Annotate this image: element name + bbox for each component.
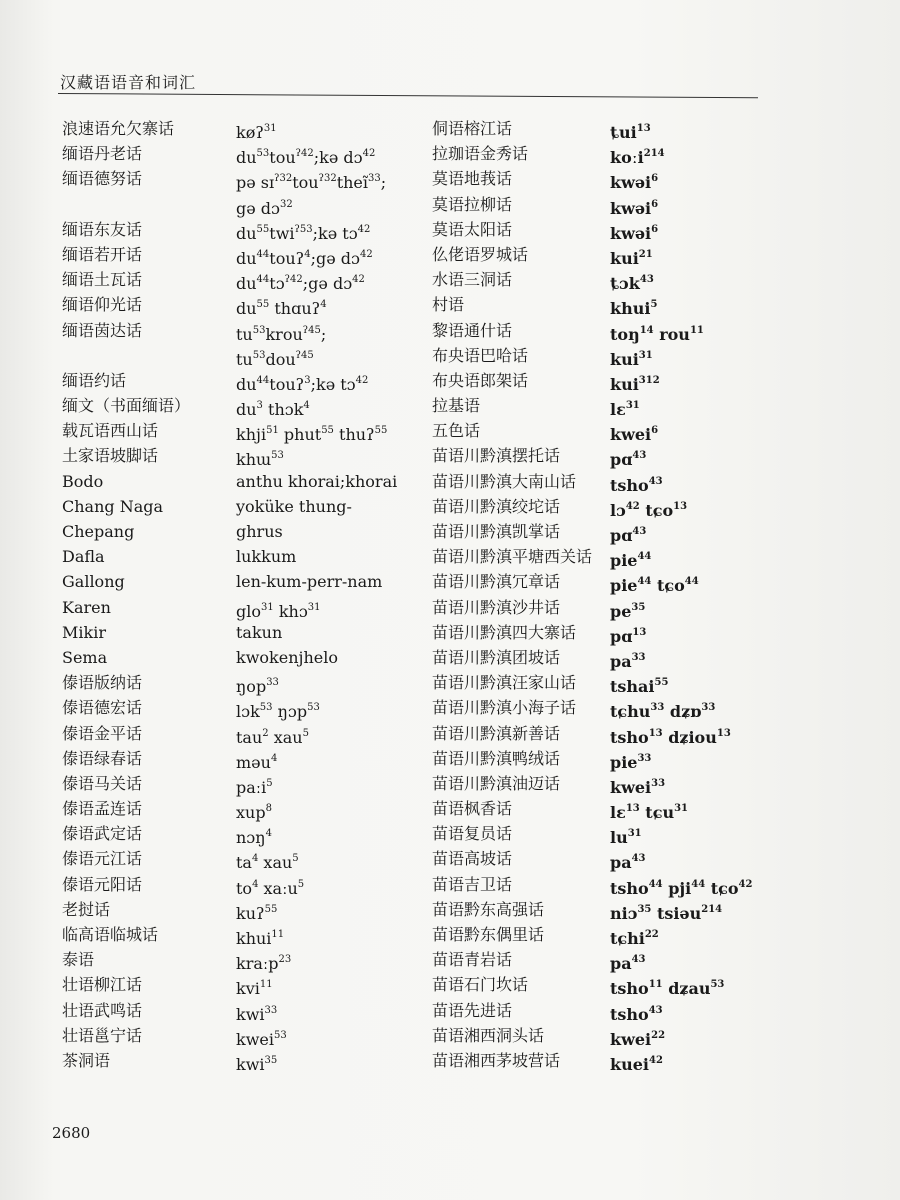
language-name: 苗语高坡话: [432, 849, 513, 869]
phonetic-form: khui$^{11}$: [236, 929, 285, 948]
language-name: 苗语川黔滇大南山话: [432, 471, 577, 491]
phonetic-form: lukkum: [236, 547, 297, 567]
entry-row: [432, 595, 832, 620]
phonetic-form: khɯ$^{53}$: [236, 450, 284, 470]
phonetic-form: kwi$^{33}$: [236, 1004, 278, 1024]
language-name: 苗语川黔滇新善话: [432, 723, 561, 743]
language-name: 苗语川黔滇冗章话: [432, 572, 561, 592]
entry-row: [432, 569, 832, 594]
language-name: 缅语东友话: [62, 219, 143, 239]
phonetic-form: køʔ$^{31}$: [236, 123, 277, 142]
language-name: 苗语川黔滇团坡话: [432, 647, 561, 667]
phonetic-form: paːi$^5$: [236, 777, 273, 797]
phonetic-form: $du^{55}twi^{ʔ53};kə$ tɔ$^{42}$: [236, 223, 371, 243]
phonetic-form: yoküke thung-: [236, 496, 352, 516]
language-name: 拉基语: [432, 396, 481, 416]
phonetic-form: kwei$^{53}$: [236, 1029, 287, 1049]
language-name: 苗语石门坎话: [432, 975, 529, 995]
language-name: 傣语元江话: [62, 849, 143, 869]
language-name: 缅语茵达话: [62, 320, 143, 340]
phonetic-form: $pa^{43}$: [610, 853, 646, 873]
phonetic-form: $du^{55}$ thɑuʔ$^4$: [236, 299, 327, 319]
language-name: Sema: [62, 647, 108, 667]
language-name: 侗语榕江话: [432, 119, 513, 138]
entry-row: [62, 368, 422, 393]
phonetic-form: kwokenjhelo: [236, 647, 338, 667]
language-name: Karen: [62, 597, 111, 617]
phonetic-form: $du^{44}touʔ^4;gə$ dɔ$^{42}$: [236, 248, 373, 268]
entry-row: [432, 544, 832, 569]
phonetic-form: tsho$^{44}$ pji$^{44}$ tɕo$^{42}$: [610, 878, 753, 898]
language-name: 苗语先进话: [432, 1000, 513, 1020]
entry-row: [62, 746, 422, 771]
phonetic-form: tɕhi$^{22}$: [610, 929, 659, 948]
phonetic-form: $pa^{43}$: [610, 954, 646, 974]
language-name: 苗语川黔滇小海子话: [432, 698, 577, 718]
language-name: 壮语柳江话: [62, 975, 143, 995]
language-name: 苗语川黔滇绞坨话: [432, 496, 561, 516]
language-name: 苗语湘西茅坡营话: [432, 1050, 561, 1070]
entry-row: [62, 922, 422, 947]
entry-row: [62, 897, 422, 922]
language-name: 苗语川黔滇四大寨话: [432, 622, 577, 642]
entry-row: [432, 1023, 832, 1048]
phonetic-form: lɔ$^{42}$ tɕo$^{13}$: [610, 500, 688, 520]
entry-row: [432, 418, 832, 443]
phonetic-form: kui$^{312}$: [610, 374, 660, 394]
language-name: 傣语德宏话: [62, 698, 143, 718]
phonetic-form: $pe^{35}$: [610, 601, 646, 621]
language-name: 傣语武定话: [62, 824, 143, 844]
language-name: Dafla: [62, 547, 105, 567]
phonetic-form: kwei$^{33}$: [610, 777, 666, 797]
language-name: 苗语青岩话: [432, 950, 513, 970]
entry-row: [432, 192, 832, 217]
entry-row: [432, 494, 832, 519]
entry-row: [62, 166, 422, 191]
language-name: 傣语孟连话: [62, 799, 143, 819]
entry-row: [432, 821, 832, 846]
phonetic-form: $du^{44}tɔ^{ʔ42};gə$ dɔ$^{42}$: [236, 274, 365, 294]
entry-row: [432, 947, 832, 972]
entry-row: [432, 670, 832, 695]
entry-row: [62, 116, 422, 141]
language-name: 壮语武鸣话: [62, 1000, 143, 1020]
language-name: Chepang: [62, 522, 135, 541]
entry-row: [432, 695, 832, 720]
entry-row: [62, 771, 422, 796]
entry-row: [62, 418, 422, 443]
phonetic-form: koːi$^{214}$: [610, 148, 665, 168]
phonetic-form: kwi$^{35}$: [236, 1054, 278, 1074]
phonetic-form: kui$^{31}$: [610, 349, 653, 369]
language-name: 苗语川黔滇汪家山话: [432, 673, 577, 693]
language-name: 布央语巴哈话: [432, 345, 529, 365]
phonetic-form: tsho$^{13}$ dʑiou$^{13}$: [610, 727, 731, 747]
language-name: 莫语拉柳话: [432, 194, 513, 214]
entry-row: [62, 595, 422, 620]
language-name: 壮语邕宁话: [62, 1025, 143, 1045]
phonetic-form: tɕhu$^{33}$ dʑɒ$^{33}$: [610, 702, 716, 722]
entry-row: [62, 998, 422, 1023]
language-name: 苗语川黔滇摆托话: [432, 446, 561, 466]
language-name: 载瓦语西山话: [62, 421, 159, 441]
language-name: 苗语川黔滇油迈话: [432, 773, 561, 793]
entry-row: [62, 872, 422, 897]
entry-row: [432, 972, 832, 997]
phonetic-form: $to^4$ xaːu$^5$: [236, 878, 305, 898]
phonetic-form: ȶɔk$^{43}$: [610, 274, 654, 294]
phonetic-form: gə dɔ$^{32}$: [236, 198, 293, 218]
language-name: Mikir: [62, 622, 106, 642]
entry-row: [62, 242, 422, 267]
entry-row: [432, 318, 832, 343]
entry-row: [432, 846, 832, 871]
language-name: 苗语枫香话: [432, 799, 513, 819]
entry-row: [62, 972, 422, 997]
language-name: 缅文（书面缅语）: [62, 396, 191, 416]
language-name: 苗语湘西洞头话: [432, 1025, 545, 1045]
phonetic-form: $lu^{31}$: [610, 828, 642, 848]
phonetic-form: kvi$^{11}$: [236, 979, 273, 999]
language-name: 苗语复员话: [432, 824, 513, 844]
language-name: 苗语川黔滇凯掌话: [432, 522, 561, 541]
entry-row: [432, 922, 832, 947]
language-name: 土家语坡脚话: [62, 446, 159, 466]
entry-row: [62, 821, 422, 846]
phonetic-form: kwəi$^6$: [610, 223, 659, 243]
page-number: 2680: [52, 1124, 91, 1142]
phonetic-form: lɛ$^{13}$ tɕu$^{31}$: [610, 803, 688, 823]
language-name: Chang Naga: [62, 496, 164, 516]
language-name: 缅语丹老话: [62, 144, 143, 164]
phonetic-form: pɑ$^{43}$: [610, 526, 647, 545]
phonetic-form: ȶui$^{13}$: [610, 123, 651, 142]
language-name: 老挝话: [62, 899, 111, 919]
language-name: 水语三洞话: [432, 270, 513, 290]
phonetic-form: kuei$^{42}$: [610, 1054, 663, 1074]
entry-row: [432, 443, 832, 468]
entry-row: [62, 192, 422, 217]
phonetic-form: kuʔ$^{55}$: [236, 903, 278, 923]
language-name: 缅语土瓦话: [62, 270, 143, 290]
phonetic-form: pə sɪ$^{ʔ32}$tou$^{ʔ32}$theĩ$^{33}$;: [236, 173, 387, 193]
entry-row: [62, 292, 422, 317]
language-name: 苗语川黔滇平塘西关话: [432, 547, 593, 567]
language-name: 缅语仰光话: [62, 295, 143, 315]
entry-row: [62, 846, 422, 871]
phonetic-form: pie$^{44}$ tɕo$^{44}$: [610, 576, 699, 596]
entry-row: [432, 620, 832, 645]
phonetic-form: kwei$^6$: [610, 425, 659, 445]
language-name: 茶洞语: [62, 1050, 111, 1070]
language-name: 缅语约话: [62, 370, 127, 390]
phonetic-form: lɛ$^{31}$: [610, 400, 640, 420]
language-name: 仫佬语罗城话: [432, 244, 529, 264]
phonetic-form: kwei$^{22}$: [610, 1029, 666, 1049]
entry-row: [432, 267, 832, 292]
phonetic-form: len-kum-perr-nam: [236, 572, 383, 592]
entry-row: [62, 217, 422, 242]
language-name: 莫语太阳话: [432, 219, 513, 239]
entry-row: [62, 141, 422, 166]
entry-row: [432, 368, 832, 393]
phonetic-form: kwəi$^6$: [610, 198, 659, 218]
entry-row: [62, 519, 422, 544]
phonetic-form: $pa^{33}$: [610, 651, 646, 671]
language-name: 泰语: [62, 950, 95, 970]
phonetic-form: $du^3$ thɔk$^4$: [236, 400, 310, 420]
phonetic-form: tshai$^{55}$: [610, 677, 669, 697]
entry-row: [432, 998, 832, 1023]
entry-row: [62, 267, 422, 292]
phonetic-form: anthu khorai;khorai: [236, 471, 398, 491]
entry-row: [62, 670, 422, 695]
right-column: [432, 116, 832, 1073]
phonetic-form: ghrus: [236, 522, 283, 541]
phonetic-form: takun: [236, 622, 283, 642]
language-name: 临高语临城话: [62, 925, 159, 944]
phonetic-form: pie$^{33}$: [610, 752, 652, 772]
entry-row: [62, 443, 422, 468]
entry-row: [432, 645, 832, 670]
phonetic-form: khji$^{51}$ phut$^{55}$ thuʔ$^{55}$: [236, 425, 388, 445]
phonetic-form: khui$^5$: [610, 299, 658, 319]
entry-row: [62, 645, 422, 670]
entry-row: [432, 796, 832, 821]
running-header: 汉藏语语音和词汇: [60, 73, 197, 92]
header-rule: [58, 93, 758, 98]
language-name: 莫语地莪话: [432, 169, 513, 189]
language-name: 拉珈语金秀话: [432, 144, 529, 164]
phonetic-form: nɔŋ$^4$: [236, 828, 272, 848]
phonetic-form: pie$^{44}$: [610, 551, 652, 571]
entry-row: [432, 116, 832, 141]
language-name: 傣语金平话: [62, 723, 143, 743]
entry-row: [62, 620, 422, 645]
phonetic-form: tsho$^{11}$ dʑau$^{53}$: [610, 979, 725, 999]
entry-row: [432, 872, 832, 897]
entry-row: [432, 292, 832, 317]
phonetic-form: tsho$^{43}$: [610, 475, 663, 495]
language-name: 五色话: [432, 421, 481, 441]
phonetic-form: pɑ$^{43}$: [610, 450, 647, 470]
phonetic-form: ŋop$^{33}$: [236, 677, 279, 697]
language-name: 傣语元阳话: [62, 874, 143, 894]
entry-row: [432, 897, 832, 922]
phonetic-form: pɑ$^{13}$: [610, 626, 647, 646]
language-name: 布央语郎架话: [432, 370, 529, 390]
language-name: 村语: [432, 295, 465, 315]
entry-row: [432, 343, 832, 368]
phonetic-form: glo$^{31}$ khɔ$^{31}$: [236, 601, 321, 621]
entry-row: [62, 796, 422, 821]
language-name: 傣语版纳话: [62, 673, 143, 693]
phonetic-form: kui$^{21}$: [610, 248, 653, 268]
language-name: Gallong: [62, 572, 125, 592]
language-name: 缅语若开话: [62, 244, 143, 264]
language-name: 苗语川黔滇鸭绒话: [432, 748, 561, 768]
entry-row: [62, 494, 422, 519]
phonetic-form: $du^{44}touʔ^3;kə$ tɔ$^{42}$: [236, 374, 369, 394]
language-name: 苗语黔东偶里话: [432, 925, 545, 944]
entry-row: [432, 1048, 832, 1073]
entry-row: [432, 771, 832, 796]
language-name: 黎语通什话: [432, 320, 513, 340]
entry-row: [62, 469, 422, 494]
language-name: 苗语吉卫话: [432, 874, 513, 894]
language-name: 苗语黔东高强话: [432, 899, 545, 919]
entry-row: [62, 569, 422, 594]
entry-row: [432, 746, 832, 771]
phonetic-form: lɔk$^{53}$ ŋɔp$^{53}$: [236, 702, 320, 722]
phonetic-form: $tu^{53}krou^{ʔ45}$;: [236, 324, 327, 344]
phonetic-form: toŋ$^{14}$ rou$^{11}$: [610, 324, 704, 344]
phonetic-form: kwəi$^6$: [610, 173, 659, 193]
entry-row: [432, 393, 832, 418]
entry-row: [62, 947, 422, 972]
phonetic-form: niɔ$^{35}$ tsiəu$^{214}$: [610, 903, 723, 923]
language-name: 浪速语允欠寨话: [62, 119, 175, 138]
entry-row: [432, 141, 832, 166]
entry-row: [432, 166, 832, 191]
entry-row: [432, 217, 832, 242]
entry-row: [62, 721, 422, 746]
language-name: Bodo: [62, 471, 104, 491]
phonetic-form: xup$^8$: [236, 803, 272, 823]
entry-row: [432, 242, 832, 267]
phonetic-form: tsho$^{43}$: [610, 1004, 663, 1024]
phonetic-form: məu$^4$: [236, 752, 278, 772]
entry-row: [62, 695, 422, 720]
language-name: 苗语川黔滇沙井话: [432, 597, 561, 617]
entry-row: [62, 1048, 422, 1073]
phonetic-form: $ta^4$ xau$^5$: [236, 853, 299, 873]
left-column: [62, 116, 422, 1073]
entry-row: [432, 469, 832, 494]
entry-row: [62, 393, 422, 418]
language-name: 傣语马关话: [62, 773, 143, 793]
phonetic-form: $du^{53}tou^{ʔ42};kə$ dɔ$^{42}$: [236, 148, 376, 168]
entry-row: [62, 1023, 422, 1048]
entry-row: [62, 318, 422, 343]
entry-row: [62, 343, 422, 368]
entry-row: [62, 544, 422, 569]
phonetic-form: $tu^{53}dou^{ʔ45}$: [236, 349, 314, 369]
phonetic-form: tau$^2$ xau$^5$: [236, 727, 309, 747]
entry-row: [432, 721, 832, 746]
phonetic-form: kraːp$^{23}$: [236, 954, 292, 974]
entry-row: [432, 519, 832, 544]
language-name: 缅语德努话: [62, 169, 143, 189]
language-name: 傣语绿春话: [62, 748, 143, 768]
